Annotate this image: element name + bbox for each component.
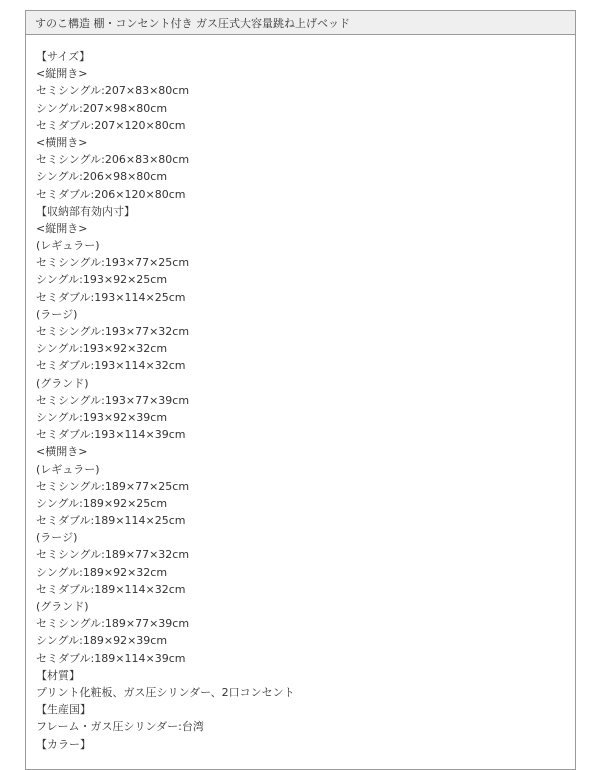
spec-line: セミシングル:207×83×80cm	[36, 84, 190, 98]
spec-line: 【材質】	[36, 668, 80, 682]
spec-line: <横開き>	[36, 135, 88, 149]
spec-line: シングル:193×92×25cm	[36, 273, 168, 287]
spec-line: シングル:189×92×25cm	[36, 496, 168, 510]
spec-line: (レギュラー)	[36, 462, 100, 476]
spec-line: セミダブル:189×114×32cm	[36, 582, 186, 596]
spec-table	[25, 10, 576, 770]
spec-line: 【収納部有効内寸】	[36, 204, 135, 218]
spec-line: フレーム・ガス圧シリンダー:台湾	[36, 720, 204, 734]
spec-line: セミシングル:189×77×39cm	[36, 617, 190, 631]
spec-line: セミシングル:193×77×39cm	[36, 393, 190, 407]
spec-line: (グランド)	[36, 600, 89, 613]
spec-line: (グランド)	[36, 376, 89, 390]
spec-line: セミシングル:189×77×32cm	[36, 548, 190, 562]
spec-line: (ラージ)	[36, 531, 78, 545]
product-title: すのこ構造 棚・コンセント付き ガス圧式大容量跳ね上げベッド	[35, 16, 350, 30]
spec-line: セミダブル:189×114×39cm	[36, 651, 186, 665]
spec-line: (レギュラー)	[36, 239, 100, 253]
spec-line: セミシングル:193×77×32cm	[36, 325, 190, 338]
spec-line: シングル:207×98×80cm	[36, 101, 168, 115]
spec-line: <横開き>	[36, 445, 88, 459]
spec-line: シングル:189×92×32cm	[36, 565, 168, 579]
spec-line: セミダブル:206×120×80cm	[36, 187, 186, 201]
spec-header	[26, 11, 575, 35]
spec-line: 【カラー】	[36, 737, 91, 751]
spec-line: 【サイズ】	[36, 50, 91, 63]
spec-line: <縦開き>	[36, 221, 88, 235]
spec-line: <縦開き>	[36, 67, 88, 81]
spec-list	[36, 48, 295, 753]
spec-line: セミダブル:193×114×39cm	[36, 428, 186, 442]
spec-line: セミシングル:193×77×25cm	[36, 256, 190, 270]
spec-line: シングル:206×98×80cm	[36, 170, 168, 184]
spec-line: シングル:193×92×32cm	[36, 342, 168, 356]
spec-line: セミシングル:189×77×25cm	[36, 479, 190, 493]
spec-line: 【生産国】	[36, 703, 91, 717]
spec-line: セミダブル:193×114×25cm	[36, 290, 186, 304]
spec-line: (ラージ)	[36, 307, 78, 321]
spec-line: セミダブル:207×120×80cm	[36, 118, 186, 132]
spec-line: プリント化粧板、ガス圧シリンダー、2口コンセント	[36, 685, 295, 699]
spec-line: セミダブル:193×114×32cm	[36, 359, 186, 373]
spec-line: シングル:189×92×39cm	[36, 634, 168, 648]
spec-line: セミダブル:189×114×25cm	[36, 514, 186, 528]
spec-line: セミシングル:206×83×80cm	[36, 153, 190, 167]
spec-line: シングル:193×92×39cm	[36, 410, 168, 424]
